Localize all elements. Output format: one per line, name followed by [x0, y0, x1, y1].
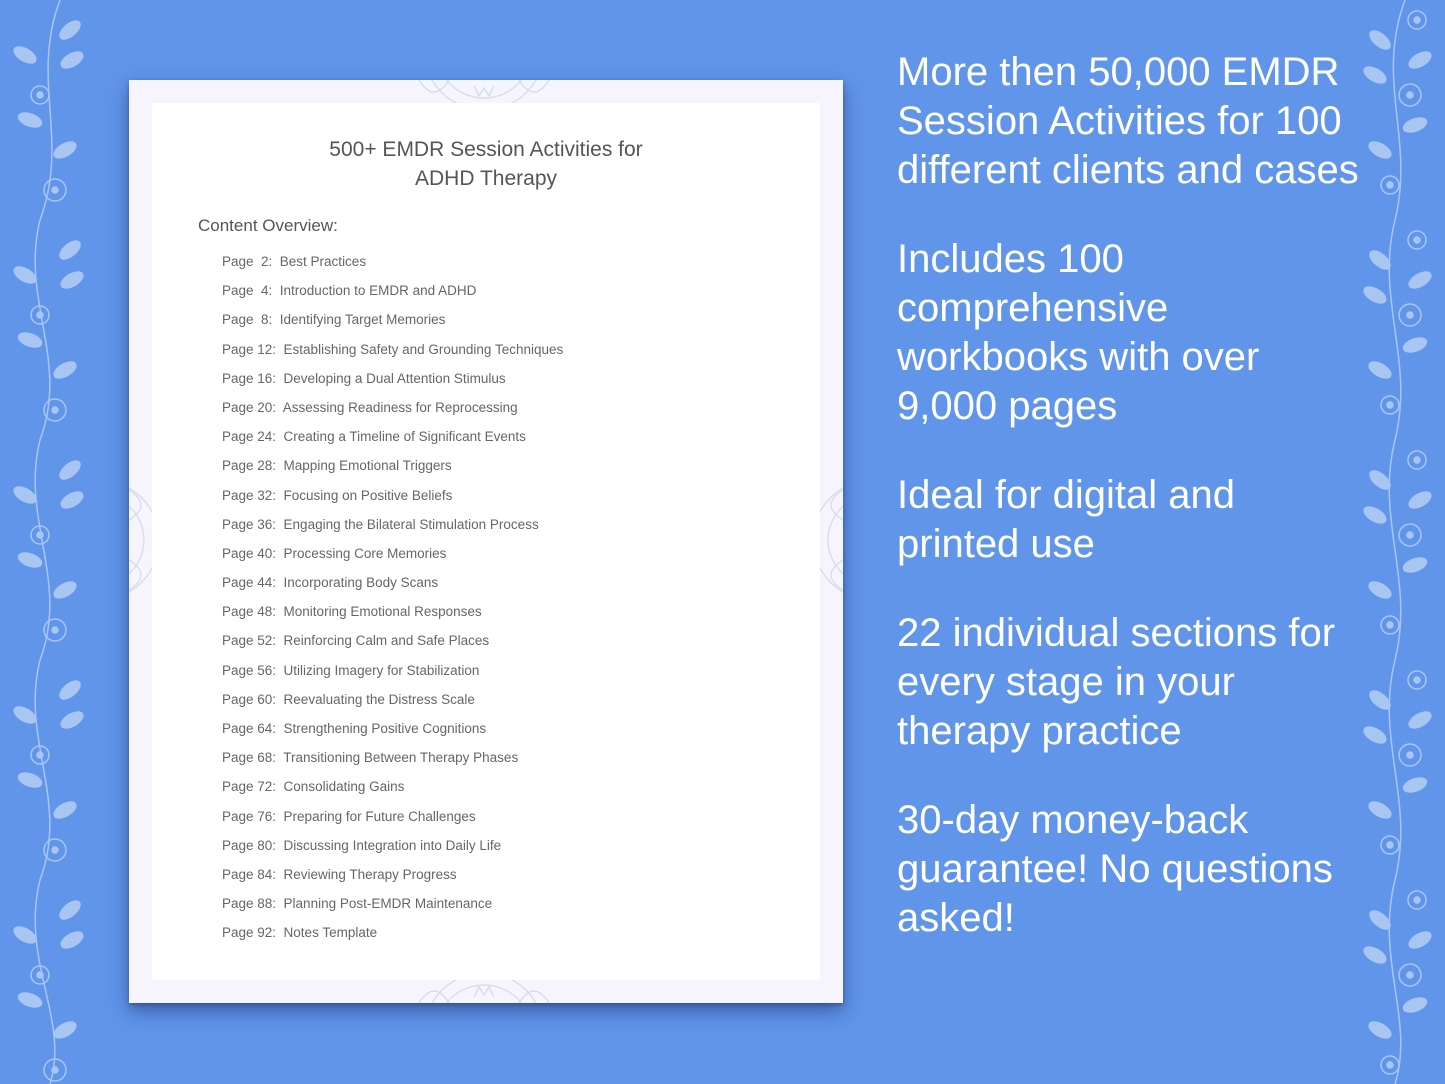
toc-item: Page 60: Reevaluating the Distress Scale [222, 691, 475, 707]
toc-item: Page 64: Strengthening Positive Cognitions [222, 721, 487, 736]
toc-item: Page 40: Processing Core Memories [222, 545, 447, 561]
feature-activities-count: More then 50,000 EMDR Session Activities for 100 different clients and cases [897, 50, 1359, 192]
document-title [152, 135, 820, 193]
document-content-area [152, 103, 820, 980]
document-title-line-1: 500+ EMDR Session Activities for [329, 138, 643, 161]
document-title-line-2: ADHD Therapy [415, 167, 557, 190]
toc-item: Page 24: Creating a Timeline of Significant Events [222, 429, 526, 445]
toc-item: Page 92: Notes Template [222, 925, 378, 941]
feature-list [897, 48, 1367, 983]
toc-item: Page 48: Monitoring Emotional Responses [222, 604, 482, 620]
toc-item: Page 80: Discussing Integration into Daily Life [222, 837, 502, 853]
toc-item: Page 4: Introduction to EMDR and ADHD [222, 283, 477, 299]
feature-workbooks: Includes 100 comprehensive workbooks with over 9,000 pages [897, 237, 1260, 428]
toc-item: Page 8: Identifying Target Memories [222, 312, 446, 328]
content-overview-heading: Content Overview: [198, 216, 338, 235]
toc-item: Page 2: Best Practices [222, 254, 367, 269]
toc-item: Page 16: Developing a Dual Attention Stimulus [222, 370, 506, 386]
toc-item: Page 12: Establishing Safety and Grounding Techniques [222, 341, 564, 357]
mandala-top-decoration [379, 80, 589, 104]
feature-guarantee: 30-day money-back guarantee! No questions asked! [897, 798, 1333, 940]
toc-item: Page 32: Focusing on Positive Beliefs [222, 487, 453, 503]
toc-item: Page 52: Reinforcing Calm and Safe Places [222, 633, 490, 649]
mandala-right-decoration [819, 450, 843, 630]
toc-item: Page 44: Incorporating Body Scans [222, 575, 439, 591]
mandala-bottom-decoration [379, 979, 589, 1003]
toc-item: Page 68: Transitioning Between Therapy Phases [222, 750, 519, 766]
toc-item: Page 28: Mapping Emotional Triggers [222, 458, 452, 474]
toc-item: Page 84: Reviewing Therapy Progress [222, 866, 457, 882]
toc-item: Page 20: Assessing Readiness for Reprocessing [222, 399, 518, 415]
feature-sections: 22 individual sections for every stage in your therapy practice [897, 611, 1336, 753]
document-preview-page [129, 80, 843, 1003]
floral-vine-left-decoration [0, 0, 110, 1084]
toc-item: Page 72: Consolidating Gains [222, 779, 405, 795]
feature-digital-print: Ideal for digital and printed use [897, 473, 1236, 566]
table-of-contents [222, 254, 563, 955]
mandala-left-decoration [129, 450, 153, 630]
toc-item: Page 56: Utilizing Imagery for Stabilization [222, 662, 480, 678]
toc-item: Page 88: Planning Post-EMDR Maintenance [222, 896, 493, 912]
toc-item: Page 76: Preparing for Future Challenges [222, 808, 476, 824]
toc-item: Page 36: Engaging the Bilateral Stimulation Process [222, 516, 539, 532]
